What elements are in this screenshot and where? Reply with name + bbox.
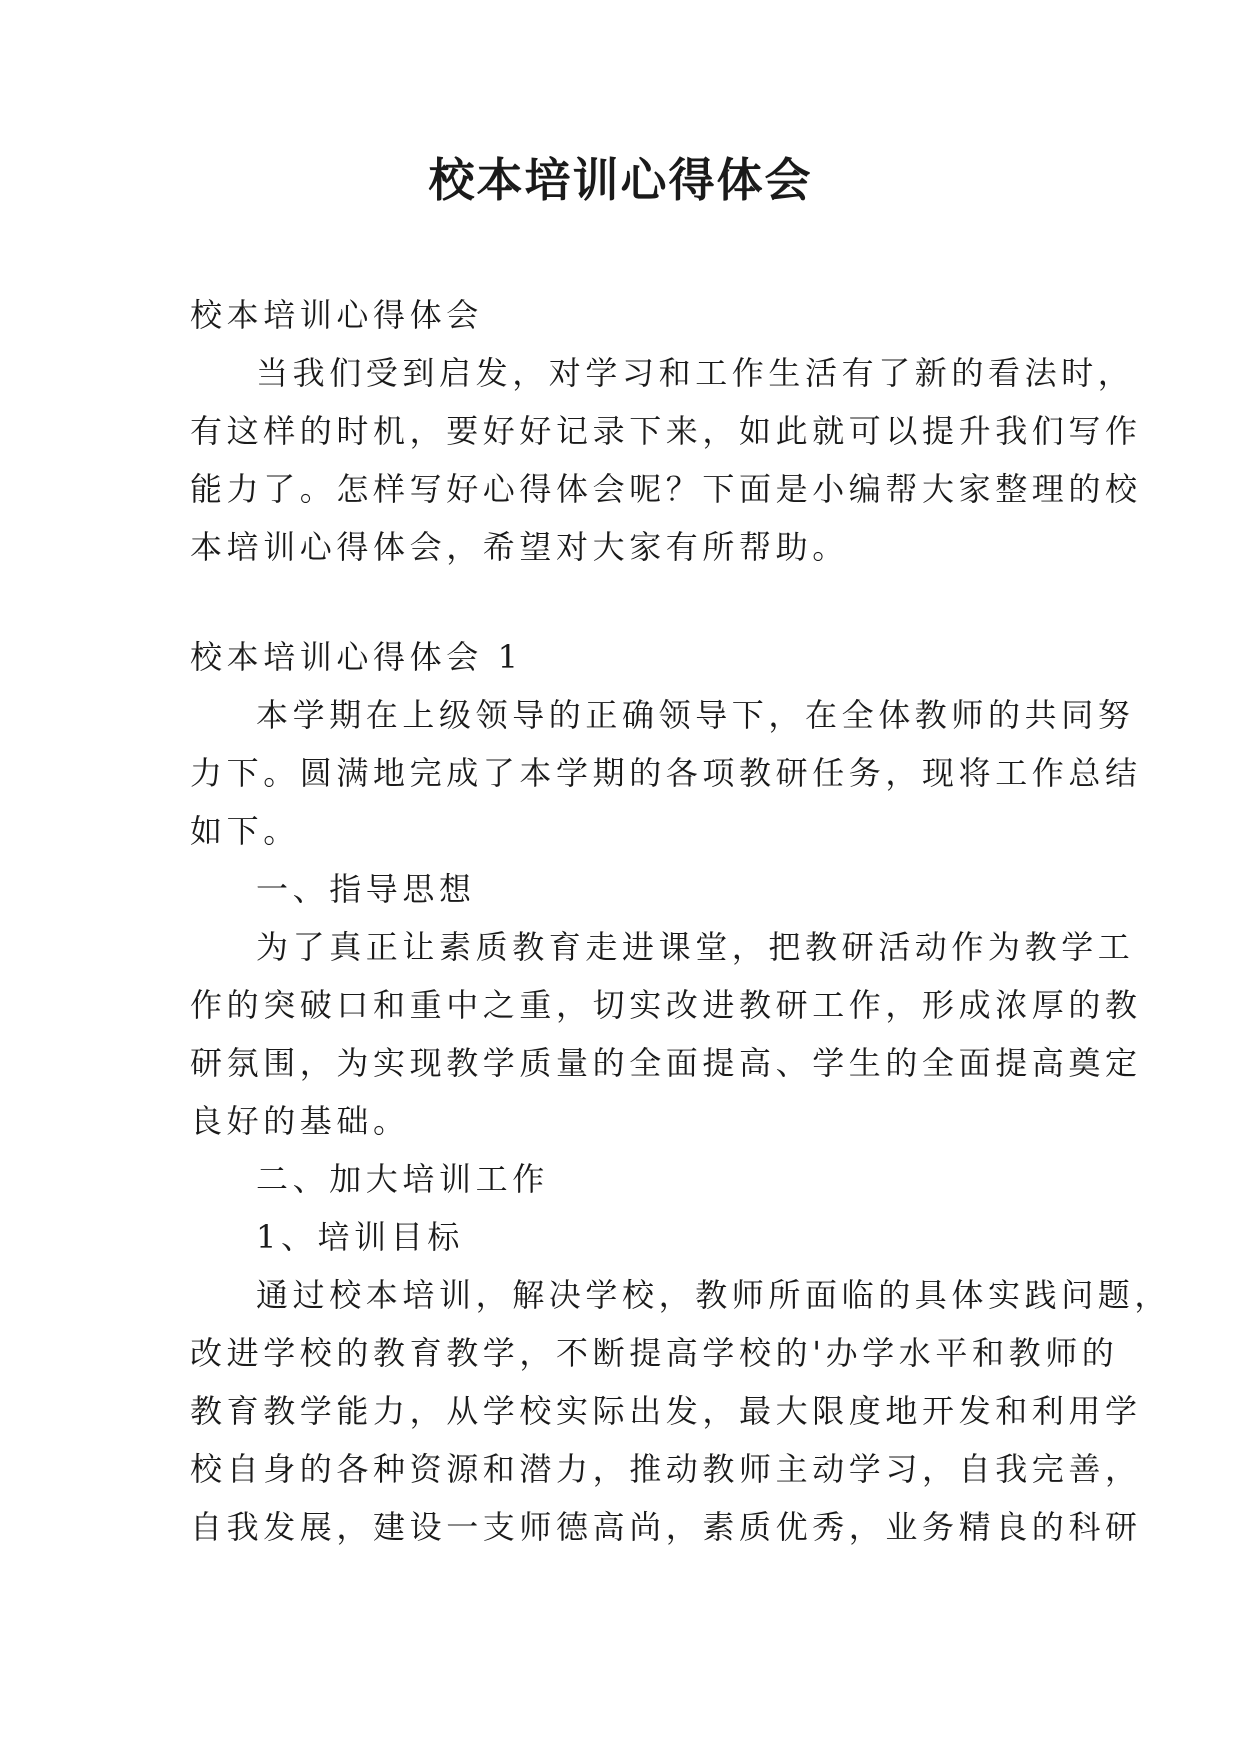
paragraph-line: 校自身的各种资源和潜力，推动教师主动学习，自我完善，: [190, 1450, 1142, 1488]
paragraph-line: 作的突破口和重中之重，切实改进教研工作，形成浓厚的教: [190, 986, 1142, 1024]
paragraph-line: 力下。圆满地完成了本学期的各项教研任务，现将工作总结: [190, 754, 1142, 792]
subheading-training: 二、加大培训工作: [256, 1160, 549, 1198]
paragraph-line: 改进学校的教育教学，不断提高学校的'办学水平和教师的: [190, 1334, 1119, 1372]
paragraph-line: 本学期在上级领导的正确领导下，在全体教师的共同努: [256, 696, 1135, 734]
subheading-goal: 1、培训目标: [256, 1218, 464, 1256]
paragraph-line: 研氛围，为实现教学质量的全面提高、学生的全面提高奠定: [190, 1044, 1142, 1082]
document-subtitle: 校本培训心得体会: [190, 296, 483, 334]
paragraph-gap: [190, 576, 1060, 628]
paragraph-line: 如下。: [190, 812, 300, 850]
document-title: 校本培训心得体会: [428, 153, 813, 207]
section-heading: 校本培训心得体会 1: [190, 638, 523, 676]
paragraph-line: 为了真正让素质教育走进课堂，把教研活动作为教学工: [256, 928, 1135, 966]
intro-line: 当我们受到启发，对学习和工作生活有了新的看法时，: [256, 354, 1135, 392]
paragraph-line: 自我发展，建设一支师德高尚，素质优秀，业务精良的科研: [190, 1508, 1142, 1546]
document-body: [190, 286, 1172, 1556]
subheading-guiding-thought: 一、指导思想: [256, 870, 476, 908]
paragraph-line: 教育教学能力，从学校实际出发，最大限度地开发和利用学: [190, 1392, 1142, 1430]
intro-line: 有这样的时机，要好好记录下来，如此就可以提升我们写作: [190, 412, 1142, 450]
paragraph-line: 良好的基础。: [190, 1102, 410, 1140]
intro-line: 能力了。怎样写好心得体会呢？下面是小编帮大家整理的校: [190, 470, 1142, 508]
intro-line: 本培训心得体会，希望对大家有所帮助。: [190, 528, 849, 566]
paragraph-line: 通过校本培训，解决学校，教师所面临的具体实践问题，: [256, 1276, 1172, 1314]
